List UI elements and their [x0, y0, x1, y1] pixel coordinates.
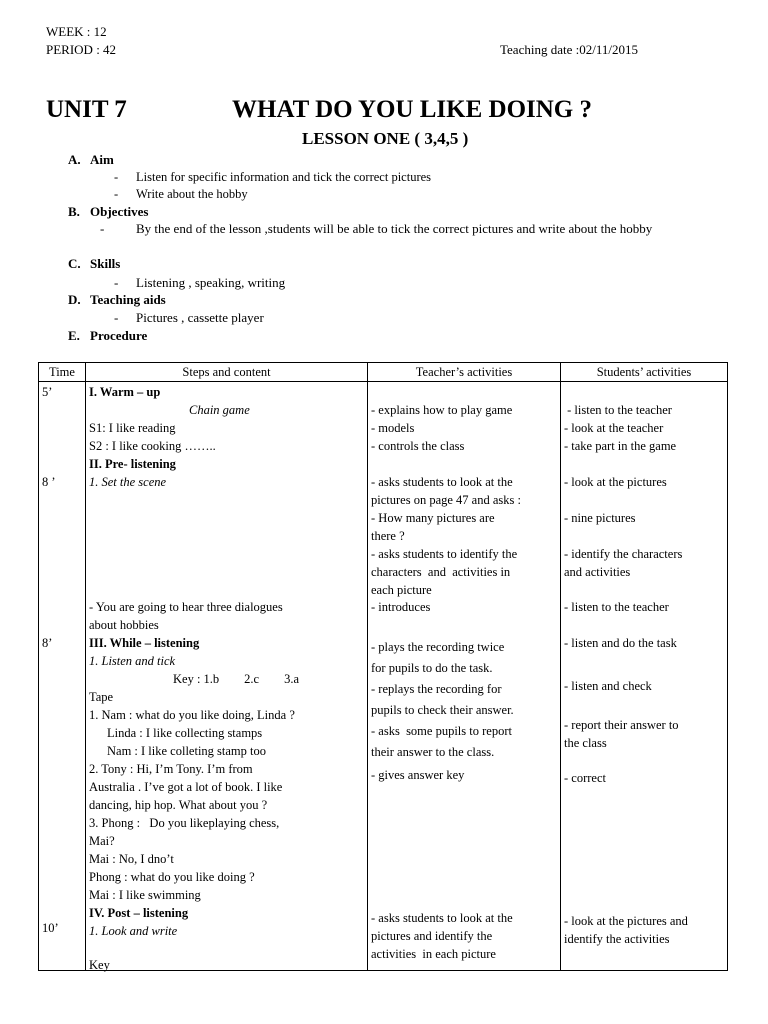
student-activity: - report their answer to [564, 718, 679, 732]
step-line: about hobbies [89, 618, 159, 632]
aim-item-text: Listen for specific information and tick the correct pictures [136, 170, 432, 184]
bullet-dash: - [114, 310, 119, 325]
time-while-listening: 8’ [42, 636, 53, 650]
section-letter: C. [68, 256, 81, 271]
student-activity: - look at the teacher [564, 421, 664, 435]
step-look-write: 1. Look and write [89, 924, 178, 938]
time-cell [39, 382, 86, 971]
teacher-activity: there ? [371, 529, 405, 543]
section-skills-heading [68, 256, 120, 272]
step-line: Mai? [89, 834, 115, 848]
step-line: Australia . I’ve got a lot of book. I like [89, 780, 283, 794]
step-line: Mai : No, I dno’t [89, 852, 174, 866]
step-line: Linda : I like collecting stamps [107, 726, 263, 740]
section-letter: E. [68, 328, 80, 343]
aids-item-text: Pictures , cassette player [136, 310, 264, 325]
teacher-activity: their answer to the class. [371, 745, 495, 759]
header-students: Students’ activities [561, 363, 728, 382]
student-activity: - take part in the game [564, 439, 677, 453]
step-post-listening-heading: IV. Post – listening [89, 906, 189, 920]
section-procedure-heading [68, 328, 147, 344]
student-activity: the class [564, 736, 607, 750]
teacher-activity: characters and activities in [371, 565, 511, 579]
objectives-text-block [96, 220, 706, 237]
aim-item [114, 170, 431, 185]
student-activity: - listen and do the task [564, 636, 677, 650]
step-line: Phong : what do you like doing ? [89, 870, 255, 884]
step-warmup-heading: I. Warm – up [89, 385, 161, 399]
bullet-dash: - [100, 221, 105, 236]
teacher-activity: - asks students to identify the [371, 547, 518, 561]
teacher-activity: pupils to check their answer. [371, 703, 514, 717]
teacher-activity: - asks some pupils to report [371, 724, 512, 738]
objectives-text: By the end of the lesson ,students will be able to tick the correct pictures and write about the hobby [136, 221, 653, 236]
step-key: Key : 1.b 2.c 3.a [173, 672, 300, 686]
header-teacher: Teacher’s activities [368, 363, 561, 382]
aim-item [114, 187, 248, 202]
step-chain-game: Chain game [189, 403, 250, 417]
header-steps: Steps and content [86, 363, 368, 382]
time-post-listening: 10’ [42, 921, 59, 935]
section-title: Skills [90, 256, 121, 271]
student-activity: - correct [564, 771, 606, 785]
time-warmup: 5’ [42, 385, 53, 399]
steps-cell [86, 382, 368, 971]
step-line: S2 : I like cooking …….. [89, 439, 216, 453]
teacher-activity: - asks students to look at the [371, 475, 513, 489]
student-activity: - listen to the teacher [564, 403, 672, 417]
student-activity: - nine pictures [564, 511, 636, 525]
step-pre-listening-heading: II. Pre- listening [89, 457, 176, 471]
section-letter: A. [68, 152, 81, 167]
time-pre-listening: 8 ’ [42, 475, 56, 489]
student-activity: - look at the pictures and [564, 914, 688, 928]
teacher-activity: - replays the recording for [371, 682, 502, 696]
teacher-activity: - explains how to play game [371, 403, 513, 417]
step-line: 3. Phong : Do you likeplaying chess, [89, 816, 280, 830]
procedure-table [38, 362, 728, 971]
skills-item-text: Listening , speaking, writing [136, 275, 286, 290]
student-activity: - listen to the teacher [564, 600, 669, 614]
section-letter: B. [68, 204, 80, 219]
table-row [39, 382, 728, 971]
teacher-activity: - models [371, 421, 415, 435]
step-line: Mai : I like swimming [89, 888, 201, 902]
section-objectives-heading [68, 204, 148, 220]
teacher-cell [368, 382, 561, 971]
section-title: Procedure [90, 328, 148, 343]
aim-item-text: Write about the hobby [136, 187, 248, 201]
section-aim-heading [68, 152, 114, 168]
step-set-scene: 1. Set the scene [89, 475, 167, 489]
teacher-activity: - controls the class [371, 439, 465, 453]
section-aids-heading [68, 292, 166, 308]
teacher-activity: pictures on page 47 and asks : [371, 493, 521, 507]
step-line: Nam : I like colleting stamp too [107, 744, 266, 758]
bullet-dash: - [114, 187, 119, 201]
teacher-activity: pictures and identify the [371, 929, 493, 943]
student-activity: and activities [564, 565, 631, 579]
teacher-activity: - How many pictures are [371, 511, 495, 525]
section-title: Teaching aids [90, 292, 166, 307]
step-line: Tape [89, 690, 114, 704]
week-label: WEEK : 12 [46, 24, 107, 39]
student-activity: - look at the pictures [564, 475, 667, 489]
unit-number: UNIT 7 [46, 96, 127, 123]
step-line: Key [89, 958, 110, 972]
aids-item [114, 310, 264, 326]
table-header-row [39, 363, 728, 382]
step-line: dancing, hip hop. What about you ? [89, 798, 268, 812]
step-listen-tick: 1. Listen and tick [89, 654, 176, 668]
teacher-activity: each picture [371, 583, 432, 597]
step-line: 1. Nam : what do you like doing, Linda ? [89, 708, 295, 722]
step-line: S1: I like reading [89, 421, 176, 435]
header-time: Time [39, 363, 86, 382]
students-cell [561, 382, 728, 971]
teacher-activity: - gives answer key [371, 768, 465, 782]
teacher-activity: - plays the recording twice [371, 640, 505, 654]
teacher-activity: for pupils to do the task. [371, 661, 493, 675]
lesson-title: LESSON ONE ( 3,4,5 ) [302, 129, 469, 148]
student-activity: - listen and check [564, 679, 652, 693]
teaching-date: Teaching date :02/11/2015 [500, 42, 638, 57]
bullet-dash: - [114, 170, 119, 184]
period-label: PERIOD : 42 [46, 42, 117, 57]
teacher-activity: activities in each picture [371, 947, 496, 961]
unit-title: WHAT DO YOU LIKE DOING ? [232, 96, 592, 123]
teacher-activity: - introduces [371, 600, 431, 614]
section-title: Aim [90, 152, 114, 167]
section-title: Objectives [90, 204, 149, 219]
section-letter: D. [68, 292, 81, 307]
step-line: 2. Tony : Hi, I’m Tony. I’m from [89, 762, 253, 776]
step-while-listening-heading: III. While – listening [89, 636, 200, 650]
step-line: - You are going to hear three dialogues [89, 600, 283, 614]
student-activity: - identify the characters [564, 547, 683, 561]
student-activity: identify the activities [564, 932, 670, 946]
bullet-dash: - [114, 275, 119, 290]
teacher-activity: - asks students to look at the [371, 911, 513, 925]
skills-item [114, 275, 285, 291]
